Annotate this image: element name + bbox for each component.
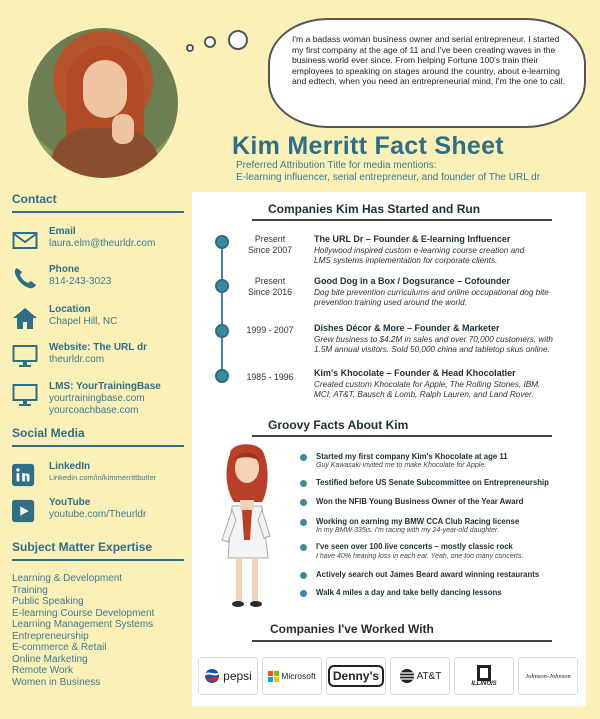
company-desc: 1.5M annual visitors. Sold 50,000 china and tabletop skus online.: [314, 345, 550, 354]
main-card: [192, 192, 586, 706]
company-title: Dishes Décor & More – Founder & Marketer: [314, 323, 500, 333]
logo-pepsi: [198, 657, 258, 695]
expertise-heading: Subject Matter Expertise: [12, 540, 153, 554]
fact-title: Started my first company Kim's Khocolate at age 11: [316, 452, 508, 461]
expertise-item: Women in Business: [12, 676, 101, 688]
youtube-link[interactable]: youtube.com/Theurldr: [49, 509, 147, 520]
date-line: 1999 - 2007: [246, 325, 294, 335]
bubble-dot: [186, 44, 194, 52]
logo-att: [390, 657, 450, 695]
attribution-value: E-learning influencer, serial entrepreneur, and founder of The URL dr: [236, 172, 541, 183]
social-heading: Social Media: [12, 426, 85, 440]
phone-value[interactable]: 814-243-3023: [49, 276, 112, 287]
fact-sub: I have 40% hearing loss in each ear. Yeah, one too many concerts.: [316, 553, 524, 560]
profile-photo: [28, 28, 178, 178]
divider: [12, 211, 184, 213]
fact-bullet: [300, 544, 307, 551]
phone-label: Phone: [49, 264, 80, 275]
fact-title: Walk 4 miles a day and take belly dancing lessons: [316, 588, 502, 597]
divider: [12, 559, 184, 561]
linkedin-label: LinkedIn: [49, 461, 91, 472]
bubble-dot: [204, 36, 216, 48]
date-line: 1985 - 1996: [246, 372, 294, 382]
linkedin-link[interactable]: Linkedin.com/in/kimmerrittbutler: [49, 473, 157, 482]
fact-bullet: [300, 480, 307, 487]
monitor-icon: [12, 344, 38, 368]
date-line: Since 2016: [247, 287, 293, 297]
expertise-item: Public Speaking: [12, 596, 84, 607]
page-title: Kim Merritt Fact Sheet: [232, 132, 504, 160]
facts-heading: Groovy Facts About Kim: [268, 418, 409, 432]
timeline-date: [230, 325, 310, 336]
company-desc: Hollywood inspired custom e-learning course creation and: [314, 246, 525, 255]
expertise-item: E-learning Course Development: [12, 607, 155, 619]
location-value: Chapel Hill, NC: [49, 316, 118, 327]
logo-jnj: [518, 657, 578, 695]
expertise-list: [12, 573, 154, 688]
att-globe-icon: [399, 668, 415, 684]
sidebar: [12, 192, 184, 213]
fact-bullet: [300, 499, 307, 506]
email-value[interactable]: laura.elm@theurldr.com: [49, 238, 156, 249]
company-desc: Grew business to $4.2M in sales and over 70,000 customers, with: [314, 335, 553, 344]
pepsi-globe-icon: [204, 668, 220, 684]
logo-text: Johnson-Johnson: [525, 672, 571, 680]
logo-text: AT&T: [416, 670, 442, 682]
timeline-dot: [215, 279, 229, 293]
logo-microsoft: [262, 657, 322, 695]
logo-text: Microsoft: [281, 671, 316, 681]
cartoon-illustration: [212, 440, 282, 615]
contact-heading: Contact: [12, 192, 57, 206]
date-line: Since 2007: [247, 245, 293, 255]
fact-bullet: [300, 519, 307, 526]
company-desc: LMS systems implementation for corporate clients.: [314, 256, 498, 265]
timeline-date: [230, 234, 310, 256]
attribution-title: [236, 160, 540, 184]
fact-bullet: [300, 590, 307, 597]
email-label: Email: [49, 226, 76, 237]
lms-link-2[interactable]: yourcoachbase.com: [49, 405, 139, 416]
timeline-date: [230, 372, 310, 383]
timeline-date: [230, 276, 310, 298]
website-link[interactable]: theurldr.com: [49, 354, 105, 365]
illinois-i-icon: [477, 665, 491, 681]
expertise-item: E-commerce & Retail: [12, 642, 107, 653]
company-title: Kim's Khocolate – Founder & Head Khocolatier: [314, 368, 516, 378]
divider: [252, 219, 552, 221]
fact-title: Won the NFIB Young Business Owner of the Year Award: [316, 497, 524, 506]
location-label: Location: [49, 304, 91, 315]
logo-dennys: [326, 657, 386, 695]
expertise-item: Remote Work: [12, 665, 73, 676]
expertise-item: Entrepreneurship: [12, 630, 89, 642]
bio-bubble: I'm a badass woman business owner and serial entrepreneur. I started my first company at the age of 11 and I've been creating waves in the business world ever since. From helping Fortune 100's train their employees to speaking on stages around the country, about e-learning and edtech, when you need an entrepreneurial mind, I'm the one to call.: [268, 18, 586, 128]
company-desc: Dog bite prevention curriculums and online occupational dog bite: [314, 288, 549, 297]
linkedin-icon: [12, 463, 36, 487]
social-section: [12, 426, 184, 447]
fact-title: Actively search out James Beard award winning restaurants: [316, 570, 540, 579]
company-desc: MCI, AT&T, Bausch & Lomb, Ralph Lauren, and Land Rover.: [314, 390, 534, 399]
company-desc: prevention training used around the world.: [314, 298, 467, 307]
date-line: Present: [254, 276, 286, 286]
website-label: Website: The URL dr: [49, 342, 147, 353]
contact-list: [12, 226, 184, 426]
logo-text: pepsi: [223, 669, 252, 683]
worked-heading: Companies I've Worked With: [270, 622, 434, 636]
monitor-icon: [12, 383, 38, 407]
envelope-icon: [12, 228, 38, 252]
fact-title: Working on earning my BMW CCA Club Racing license: [316, 517, 520, 526]
attribution-label: Preferred Attribution Title for media mentions:: [236, 160, 437, 171]
company-desc: Created custom Khocolate for Apple, The Rolling Stones, IBM,: [314, 380, 541, 389]
divider: [12, 445, 184, 447]
fact-sub: In my BMW 335is. I'm racing with my 24-year-old daughter.: [316, 527, 500, 534]
lms-label: LMS: YourTrainingBase: [49, 381, 161, 392]
phone-icon: [12, 266, 38, 290]
fact-bullet: [300, 572, 307, 579]
companies-heading: Companies Kim Has Started and Run: [268, 202, 481, 216]
fact-sub: Guy Kawasaki invited me to make Khocolate for Apple.: [316, 462, 487, 469]
expertise-item: Learning Management Systems: [12, 619, 154, 630]
timeline-dot: [215, 235, 229, 249]
logo-text: Denny's: [328, 665, 384, 687]
fact-title: I've seen over 100 live concerts – mostly classic rock: [316, 542, 513, 551]
youtube-label: YouTube: [49, 497, 91, 508]
fact-bullet: [300, 454, 307, 461]
timeline-dot: [215, 369, 229, 383]
date-line: Present: [254, 234, 286, 244]
logo-illinois: [454, 657, 514, 695]
expertise-item: Learning & Development: [12, 573, 123, 584]
bubble-dot: [228, 30, 248, 50]
logo-text: ILLINOIS: [471, 681, 497, 687]
timeline-dot: [215, 324, 229, 338]
divider: [252, 435, 552, 437]
timeline-line: [221, 242, 223, 377]
divider: [252, 640, 552, 642]
company-title: Good Dog in a Box / Dogsurance – Cofounder: [314, 276, 511, 286]
fact-title: Testified before US Senate Subcommittee on Entrepreneurship: [316, 478, 549, 487]
microsoft-grid-icon: [268, 671, 279, 682]
company-title: The URL Dr – Founder & E-learning Influencer: [314, 234, 511, 244]
lms-link-1[interactable]: yourtrainingbase.com: [49, 393, 145, 404]
house-icon: [12, 306, 38, 330]
youtube-icon: [12, 499, 36, 523]
social-list: [12, 461, 184, 531]
expertise-section: [12, 540, 184, 561]
expertise-item: Training: [12, 584, 48, 596]
expertise-item: Online Marketing: [12, 653, 88, 665]
